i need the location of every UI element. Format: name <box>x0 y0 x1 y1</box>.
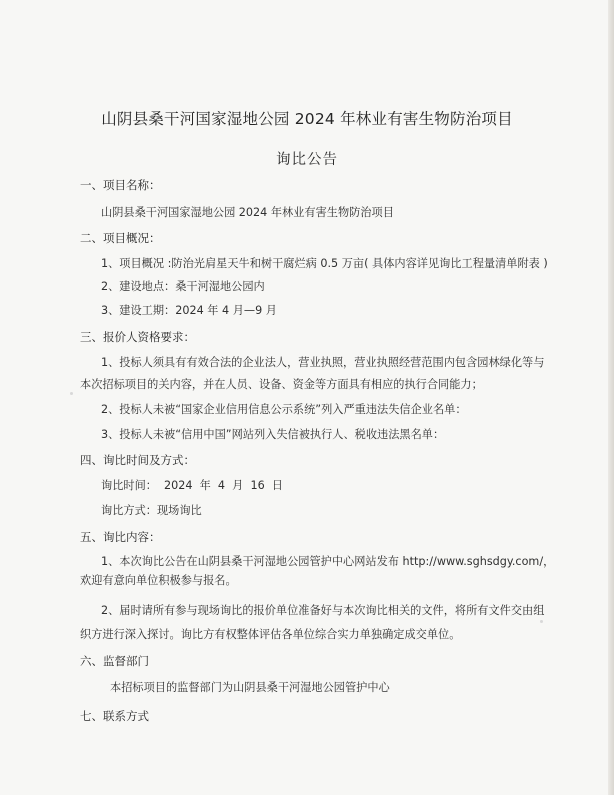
section-3-item-2: 2、投标人未被“国家企业信用信息公示系统”列入严重违法失信企业名单： <box>101 403 467 416</box>
document-title: 山阴县桑干河国家湿地公园 2024 年林业有害生物防治项目 <box>101 110 513 128</box>
section-5-heading: 五、询比内容： <box>80 530 161 544</box>
section-4-method: 询比方式：现场询比 <box>101 504 202 517</box>
section-5-item-2-line-1: 2、届时请所有参与现场询比的报价单位准备好与本次询比相关的文件，将所有文件交由组 <box>101 604 545 617</box>
section-3-item-1-line-2: 本次招标项目的关内容，并在人员、设备、资金等方面具有相应的执行合同能力； <box>80 378 483 391</box>
section-5-item-1-line-1: 1、本次询比公告在山阴县桑干河湿地公园管护中心网站发布 http://www.sghsdgy.com/， <box>101 555 555 568</box>
section-2-item-2: 2、建设地点：桑干河湿地公园内 <box>101 280 265 293</box>
section-4-time: 询比时间： 2024 年 4 月 16 日 <box>101 479 283 492</box>
section-6-text: 本招标项目的监督部门为山阴县桑干河湿地公园管护中心 <box>110 681 390 694</box>
section-1-text: 山阴县桑干河国家湿地公园 2024 年林业有害生物防治项目 <box>101 206 394 219</box>
section-3-item-3: 3、投标人未被“信用中国”网站列入失信被执行人、税收违法黑名单： <box>101 428 445 441</box>
section-5-item-1-line-2: 欢迎有意向单位积极参与报名。 <box>80 574 237 587</box>
section-3-item-1-line-1: 1、投标人须具有有效合法的企业法人，营业执照，营业执照经营范围内包含园林绿化等与 <box>101 356 545 369</box>
scan-speck <box>540 620 543 623</box>
section-2-heading: 二、项目概况： <box>80 231 161 245</box>
section-2-item-3: 3、建设工期：2024 年 4 月—9 月 <box>101 304 277 317</box>
document-subtitle: 询比公告 <box>276 152 338 168</box>
section-2-item-1: 1、项目概况 :防治光肩星天牛和树干腐烂病 0.5 万亩( 具体内容详见询比工程量清单附表 ) <box>101 257 548 270</box>
section-1-heading: 一、项目名称： <box>80 178 161 192</box>
section-3-heading: 三、报价人资格要求： <box>80 330 195 344</box>
scan-speck <box>70 392 73 395</box>
section-7-heading: 七、联系方式 <box>80 709 149 723</box>
section-6-heading: 六、监督部门 <box>80 654 149 668</box>
section-4-heading: 四、询比时间及方式： <box>80 453 195 467</box>
section-5-item-2-line-2: 织方进行深入探讨。询比方有权整体评估各单位综合实力单独确定成交单位。 <box>80 628 461 641</box>
